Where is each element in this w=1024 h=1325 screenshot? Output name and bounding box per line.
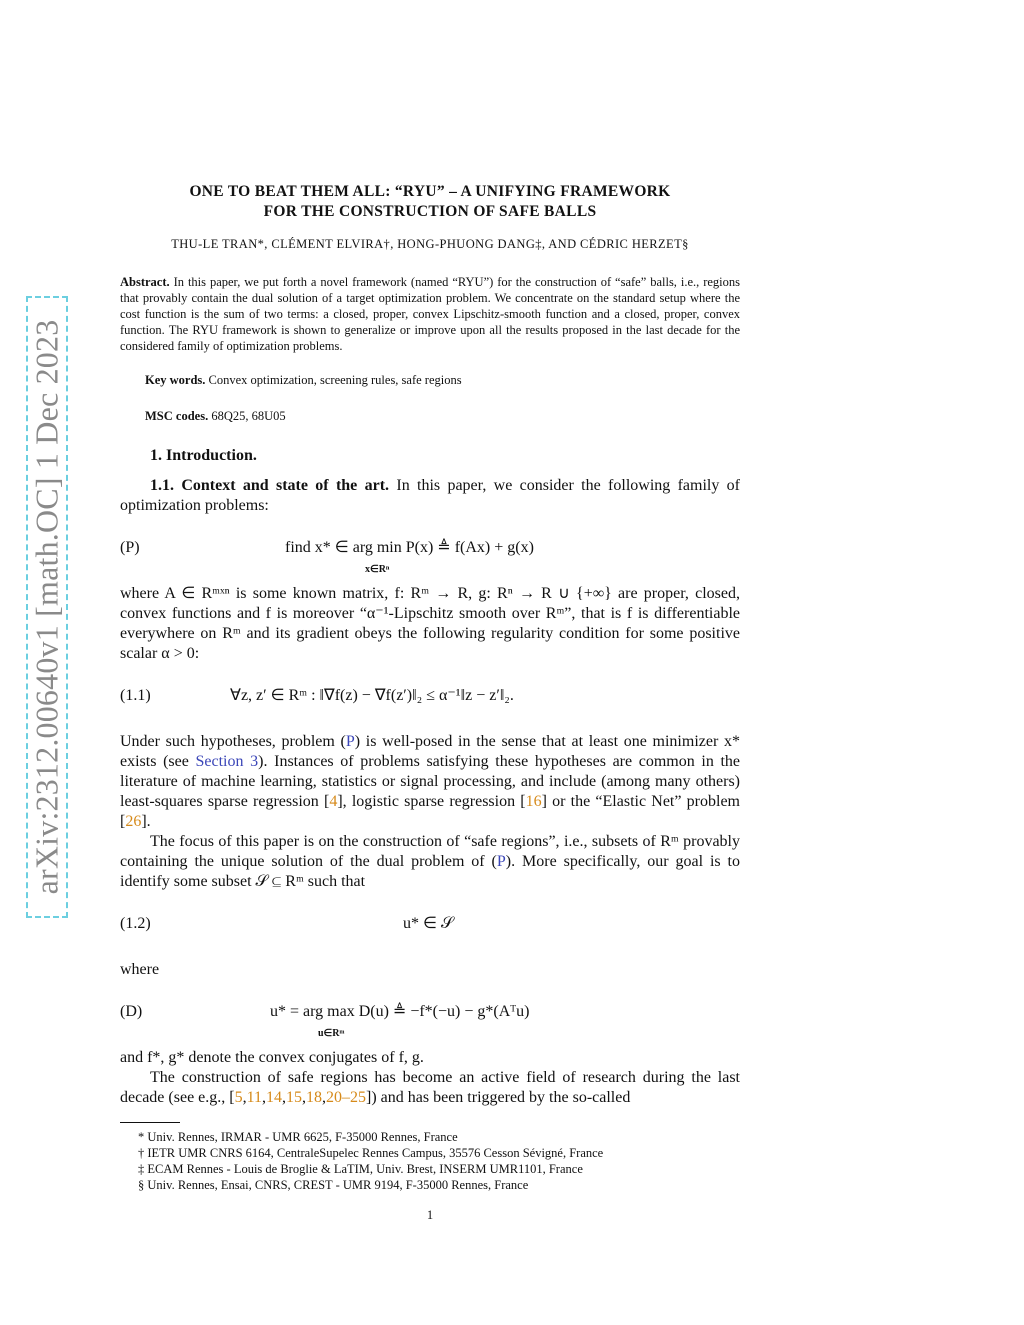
msc-text: 68Q25, 68U05 bbox=[211, 409, 286, 423]
page-number: 1 bbox=[426, 1208, 434, 1222]
paragraph-2: where A ∈ Rᵐˣⁿ is some known matrix, f: Rᵐ → R, g: Rⁿ → R ∪ {+∞} are proper, closed, convex functions and f is moreover “α⁻¹-Lipschitz smooth over Rᵐ”, that is f is differentiable everywhere on Rᵐ and its gradient obeys the following regularity condition for some positive scalar α > 0: bbox=[120, 585, 740, 662]
footnote: * Univ. Rennes, IRMAR - UMR 6625, F-35000 Rennes, France bbox=[138, 1130, 458, 1144]
equation-tag: (P) bbox=[120, 539, 140, 556]
footnote: § Univ. Rennes, Ensai, CNRS, CREST - UMR 9194, F-35000 Rennes, France bbox=[138, 1178, 529, 1192]
msc-codes bbox=[120, 406, 740, 426]
keywords-label: Key words. bbox=[145, 373, 206, 387]
arxiv-side-stamp bbox=[26, 296, 68, 918]
abstract-text: In this paper, we put forth a novel framework (named “RYU”) for the construction of “safe” balls, i.e., regions that provably contain the dual solution of a target optimization problem. We concentrate on the standard setup where the cost function is the sum of two terms: a closed, proper, convex Lipschitz-smooth function and a closed, proper, convex function. The RYU framework is shown to generalize or improve upon all the results proposed in the last decade for the considered family of optimization problems. bbox=[120, 275, 741, 353]
citation-link[interactable]: 11 bbox=[246, 1089, 262, 1106]
equation-1-2 bbox=[120, 906, 740, 946]
footnote: ‡ ECAM Rennes - Louis de Broglie & LaTIM, Univ. Brest, INSERM UMR1101, France bbox=[138, 1162, 583, 1176]
equation-tag: (D) bbox=[120, 1003, 143, 1020]
crossref-link[interactable]: P bbox=[496, 853, 506, 870]
paragraph-5: and f*, g* denote the convex conjugates of f, g. bbox=[120, 1049, 424, 1066]
abstract-label: Abstract. bbox=[120, 275, 170, 289]
citation-link[interactable]: 14 bbox=[266, 1089, 282, 1106]
equation-tag: (1.1) bbox=[120, 687, 151, 704]
subsection-heading: 1.1. Context and state of the art. bbox=[150, 477, 390, 494]
citation-link[interactable]: 15 bbox=[286, 1089, 302, 1106]
equation-body: ∀z, z′ ∈ Rᵐ : ‖∇f(z) − ∇f(z′)‖₂ ≤ α⁻¹‖z − z′‖₂. bbox=[230, 687, 514, 704]
equation-tag: (1.2) bbox=[120, 915, 151, 932]
abstract bbox=[120, 274, 740, 354]
crossref-link[interactable]: P bbox=[345, 733, 355, 750]
equation-1-1 bbox=[120, 678, 740, 718]
paragraph-4: The focus of this paper is on the construction of “safe regions”, i.e., subsets of Rᵐ provably containing the unique solution of the dual problem of (P). More specifically, our goal is to identify some subset 𝒮 ⊆ Rᵐ such that bbox=[120, 833, 741, 890]
section-link[interactable]: Section 3 bbox=[195, 753, 259, 770]
where-text: where bbox=[120, 961, 160, 978]
equation-body: u* = arg max D(u) ≜ −f*(−u) − g*(Aᵀu) u∈Rᵐ bbox=[270, 1003, 530, 1039]
footnotes bbox=[120, 1129, 740, 1193]
keywords bbox=[120, 370, 740, 390]
equation-P bbox=[120, 530, 740, 575]
citation-link[interactable]: 26 bbox=[125, 813, 142, 830]
footnote: † IETR UMR CNRS 6164, CentraleSupelec Rennes Campus, 35576 Cesson Sévigné, France bbox=[138, 1146, 604, 1160]
keywords-text: Convex optimization, screening rules, safe regions bbox=[208, 373, 462, 387]
title-line-2: FOR THE CONSTRUCTION OF SAFE BALLS bbox=[263, 203, 597, 220]
citation-link[interactable]: 4 bbox=[329, 793, 338, 810]
paper-title bbox=[120, 182, 740, 222]
equation-body: u* ∈ 𝒮 bbox=[403, 915, 454, 932]
paragraph-6: The construction of safe regions has become an active field of research during the last decade (see e.g., [5,11,14,15,18,20–25]) and has been triggered by the so-called bbox=[120, 1069, 740, 1106]
paper-page bbox=[120, 178, 740, 1225]
equation-D bbox=[120, 994, 740, 1039]
title-line-1: ONE TO BEAT THEM ALL: “RYU” – A UNIFYING FRAMEWORK bbox=[189, 183, 671, 200]
section-heading: 1. Introduction. bbox=[150, 447, 257, 464]
paragraph-1: 1.1. Context and state of the art. In this paper, we consider the following family of optimization problems: bbox=[120, 477, 741, 514]
equation-body: find x* ∈ arg min P(x) ≜ f(Ax) + g(x) x∈Rⁿ bbox=[285, 539, 534, 575]
msc-label: MSC codes. bbox=[145, 409, 209, 423]
footnote-rule bbox=[120, 1122, 180, 1123]
paragraph-3: Under such hypotheses, problem (P) is well-posed in the sense that at least one minimizer x* exists (see Section 3). Instances of problems satisfying these hypotheses are common in the literature of machine learning, statistics or signal processing, and include (among many others) least-squares sparse regression [4], logistic sparse regression [16] or the “Elastic Net” problem [26]. bbox=[120, 733, 741, 830]
citation-link[interactable]: 5 bbox=[234, 1089, 243, 1106]
citation-link[interactable]: 18 bbox=[306, 1089, 322, 1106]
arxiv-id-text: arXiv:2312.00640v1 [math.OC] 1 Dec 2023 bbox=[28, 319, 65, 895]
author-list: THU-LE TRAN*, CLÉMENT ELVIRA†, HONG-PHUONG DANG‡, AND CÉDRIC HERZET§ bbox=[171, 237, 689, 251]
citation-link[interactable]: 20–25 bbox=[326, 1089, 366, 1106]
citation-link[interactable]: 16 bbox=[525, 793, 542, 810]
